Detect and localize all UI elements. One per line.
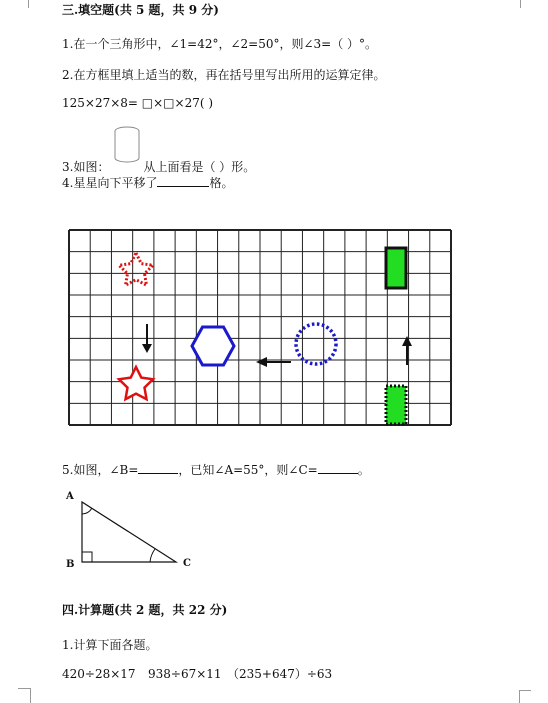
crop-mark-bottom-left-h bbox=[18, 688, 30, 689]
vertex-a-label: A bbox=[66, 491, 74, 502]
question-5-end: 。 bbox=[357, 463, 370, 477]
crop-mark-bottom-right bbox=[519, 690, 520, 703]
dotted-rectangle bbox=[386, 386, 406, 424]
crop-mark-top-right bbox=[520, 0, 521, 8]
crop-mark-bottom-right-h bbox=[519, 690, 531, 691]
question-2: 2.在方框里填上适当的数，再在括号里写出所用的运算定律。 bbox=[62, 68, 386, 82]
question-3-suffix: 从上面看是（ ）形。 bbox=[143, 160, 256, 174]
vertex-c-label: C bbox=[183, 558, 191, 569]
calc-question-1: 1.计算下面各题。 bbox=[62, 638, 158, 652]
crop-mark-top-left bbox=[28, 0, 29, 8]
hexagon bbox=[192, 327, 234, 365]
vertex-b-label: B bbox=[66, 559, 75, 570]
question-4-suffix: 格。 bbox=[209, 176, 234, 190]
answer-blank[interactable] bbox=[157, 175, 209, 187]
question-3-prefix: 3.如图： bbox=[62, 160, 110, 174]
question-5 bbox=[62, 462, 370, 477]
section3-heading: 三.填空题(共 5 题，共 9 分) bbox=[62, 3, 219, 17]
calc-expression-3: （235+647）÷63 bbox=[227, 667, 333, 681]
question-1: 1.在一个三角形中，∠1=42°，∠2=50°，则∠3=（ ）°。 bbox=[62, 37, 378, 51]
question-4-prefix: 4.星星向下平移了 bbox=[62, 176, 158, 190]
solid-rectangle bbox=[386, 248, 406, 288]
question-5-prefix: 5.如图，∠B= bbox=[62, 463, 139, 477]
cylinder-icon bbox=[112, 125, 142, 165]
question-5-mid: ，已知∠A=55°，则∠C= bbox=[178, 463, 318, 477]
question-3 bbox=[62, 160, 255, 174]
question-2-expression: 125×27×8= □×□×27( ) bbox=[62, 96, 214, 110]
answer-blank-b[interactable] bbox=[138, 462, 178, 474]
solid-star bbox=[119, 367, 153, 399]
translation-grid bbox=[66, 227, 456, 427]
dotted-star bbox=[119, 253, 153, 285]
question-4 bbox=[62, 175, 233, 190]
calc-expression-1: 420÷28×17 bbox=[62, 667, 136, 681]
left-arrow-icon bbox=[256, 357, 291, 367]
answer-blank-c[interactable] bbox=[318, 462, 358, 474]
section4-heading: 四.计算题(共 2 题，共 22 分) bbox=[62, 603, 228, 617]
right-triangle bbox=[60, 490, 200, 570]
calc-expression-2: 938÷67×11 bbox=[148, 667, 222, 681]
crop-mark-bottom-left bbox=[30, 688, 31, 703]
up-arrow-icon bbox=[402, 336, 412, 365]
